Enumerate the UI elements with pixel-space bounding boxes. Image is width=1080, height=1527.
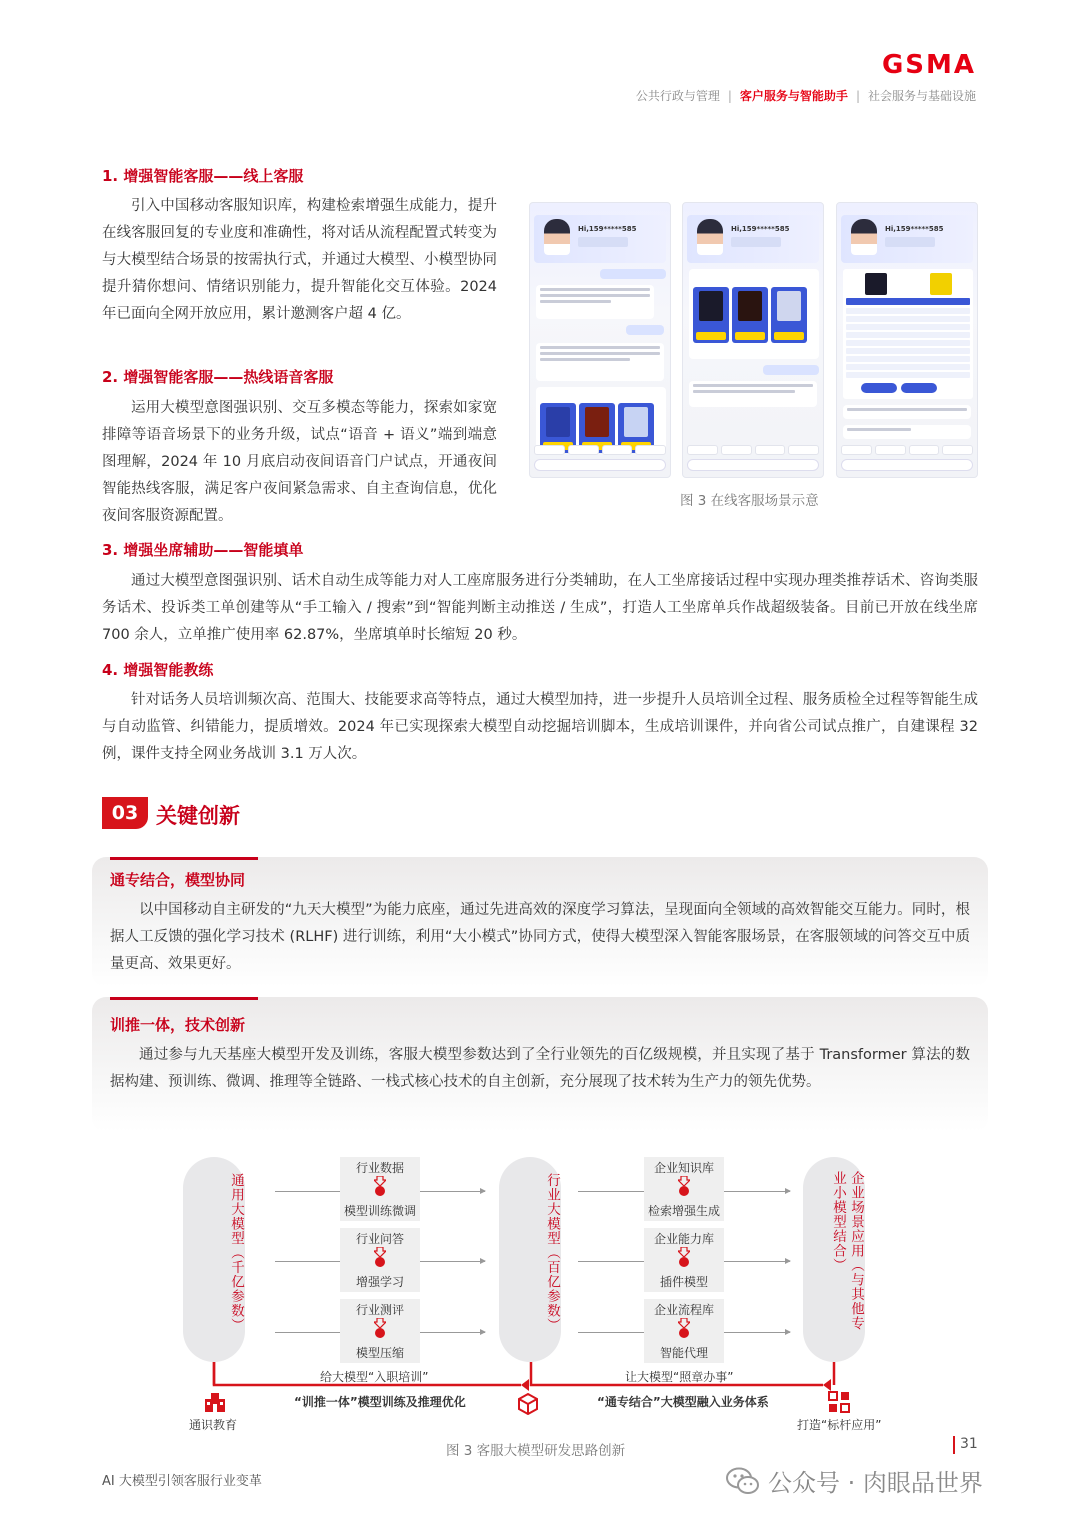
- grid-apps-icon: [828, 1391, 850, 1413]
- phone-screenshot-3: [836, 202, 978, 478]
- section-title-voice-service: 2. 增强智能客服——热线语音客服: [102, 368, 334, 386]
- step-industry-data: 行业数据 模型训练微调: [340, 1157, 420, 1221]
- panel-title-general-specialized: 通专结合，模型协同: [110, 871, 246, 889]
- label-onboarding-training: 给大模型“入职培训”: [320, 1370, 429, 1384]
- section-title-agent-assist: 3. 增强坐席辅助——智能填单: [102, 541, 304, 559]
- section-body-voice-service: 运用大模型意图强识别、交互多模态等能力，探索如家宽排障等语音场景下的业务升级，试点“语音 + 语义”端到端意图理解，2024 年 10 月底启动夜间语音门户试点，开通夜间智能热线客服，满足客户夜间紧急需求、自主查询信息，优化夜间客服资源配置。: [102, 400, 497, 524]
- section-number-badge: 03: [102, 797, 148, 829]
- panel-body-train-infer: 通过参与九天基座大模型开发及训练，客服大模型参数达到了全行业领先的百亿级规模，并且实现了基于 Transformer 算法的数据构建、预训练、微调、推理等全链路、一栈式核心技术的自主创新，充分展现了技术转为生产力的领先优势。: [110, 1047, 970, 1090]
- section-heading-key-innovation: 关键创新: [156, 804, 240, 828]
- panel-accent-bar: [110, 857, 258, 860]
- enterprise-app-pill: 企业场景应用（与其他专业小模型结合）: [803, 1157, 865, 1362]
- nav-separator: |: [855, 88, 860, 103]
- label-train-infer-optimization: “训推一体”模型训练及推理优化: [294, 1395, 466, 1409]
- panel-title-train-infer: 训推一体，技术创新: [110, 1016, 246, 1034]
- innovation-panel-2: [92, 997, 988, 1132]
- label-follow-rules: 让大模型“照章办事”: [625, 1370, 734, 1384]
- section-title-smart-coach: 4. 增强智能教练: [102, 661, 214, 679]
- top-navigation: [636, 87, 976, 104]
- page-number: 31: [960, 1436, 978, 1452]
- panel-accent-bar: [110, 997, 258, 1000]
- step-enterprise-capability: 企业能力库 插件模型: [644, 1228, 724, 1292]
- label-general-education: 通识教育: [189, 1418, 238, 1432]
- section-title-online-service: 1. 增强智能客服——线上客服: [102, 167, 304, 185]
- footer-report-title: AI 大模型引领客服行业变革: [102, 1474, 262, 1489]
- online-service-screenshots: [529, 202, 978, 478]
- gsma-logo: GSMA: [881, 50, 976, 80]
- general-model-pill: 通用大模型（千亿参数）: [183, 1157, 245, 1362]
- industry-model-pill: 行业大模型（百亿参数）: [499, 1157, 561, 1362]
- nav-separator: |: [727, 88, 732, 103]
- phone-screenshot-1: [529, 202, 671, 478]
- step-enterprise-knowledge: 企业知识库 检索增强生成: [644, 1157, 724, 1221]
- nav-item-customer-service[interactable]: 客户服务与智能助手: [739, 89, 848, 103]
- section-body-agent-assist: 通过大模型意图强识别、话术自动生成等能力对人工座席服务进行分类辅助，在人工坐席接话过程中实现办理类推荐话术、咨询类服务话术、投诉类工单创建等从“手工输入 / 搜索”到“智能判断主动推送 / 生成”，打造人工坐席单兵作战超级装备。目前已开放在线坐席 700 余人，立单推广使用率 62.87%，坐席填单时长缩短 20 秒。: [102, 573, 978, 643]
- figure-caption-online-service: 图 3 在线客服场景示意: [680, 493, 819, 509]
- user-greeting: Hi,159*****585: [885, 225, 944, 233]
- label-business-integration: “通专结合”大模型融入业务体系: [597, 1395, 769, 1409]
- school-icon: [203, 1391, 227, 1413]
- panel-body-general-specialized: 以中国移动自主研发的“九天大模型”为能力底座，通过先进高效的深度学习算法，呈现面向全领域的高效智能交互能力。同时，根据人工反馈的强化学习技术 (RLHF) 进行训练，利用“大小模式”协同方式，使得大模型深入智能客服场景，在客服领域的问答交互中质量更高、效果更好。: [110, 902, 970, 972]
- agent-avatar: [851, 219, 877, 255]
- user-greeting: Hi,159*****585: [731, 225, 790, 233]
- innovation-panel-1: [92, 857, 988, 987]
- cube-icon: [517, 1393, 539, 1415]
- step-enterprise-process: 企业流程库 智能代理: [644, 1299, 724, 1363]
- user-greeting: Hi,159*****585: [578, 225, 637, 233]
- nav-item-social-services[interactable]: 社会服务与基础设施: [867, 89, 976, 103]
- agent-avatar: [697, 219, 723, 255]
- step-industry-eval: 行业测评 模型压缩: [340, 1299, 420, 1363]
- label-benchmark-app: 打造“标杆应用”: [797, 1418, 882, 1432]
- watermark-text: 公众号 · 肉眼品世界: [768, 1469, 983, 1497]
- figure-caption-rd-diagram: 图 3 客服大模型研发思路创新: [446, 1443, 626, 1459]
- phone-screenshot-2: [682, 202, 824, 478]
- agent-avatar: [544, 219, 570, 255]
- wechat-icon: [726, 1467, 760, 1495]
- model-rd-diagram: [183, 1157, 893, 1437]
- step-industry-qa: 行业问答 增强学习: [340, 1228, 420, 1292]
- section-body-smart-coach: 针对话务人员培训频次高、范围大、技能要求高等特点，通过大模型加持，进一步提升人员培训全过程、服务质检全过程等智能生成与自动监管、纠错能力，提质增效。2024 年已实现探索大模型自动挖掘培训脚本，生成培训课件，并向省公司试点推广，自建课程 32 例，课件支持全网业务战训 3.1 万人次。: [102, 692, 978, 762]
- page-number-bar: [953, 1436, 955, 1454]
- nav-item-public-admin[interactable]: 公共行政与管理: [635, 89, 720, 103]
- section-body-online-service: 引入中国移动客服知识库，构建检索增强生成能力，提升在线客服回复的专业度和准确性，将对话从流程配置式转变为与大模型结合场景的按需执行式，并通过大模型、小模型协同提升猜你想问、情绪识别能力，提升智能化交互体验。2024 年已面向全网开放应用，累计邀测客户超 4 亿。: [102, 198, 497, 322]
- watermark: [726, 1463, 983, 1498]
